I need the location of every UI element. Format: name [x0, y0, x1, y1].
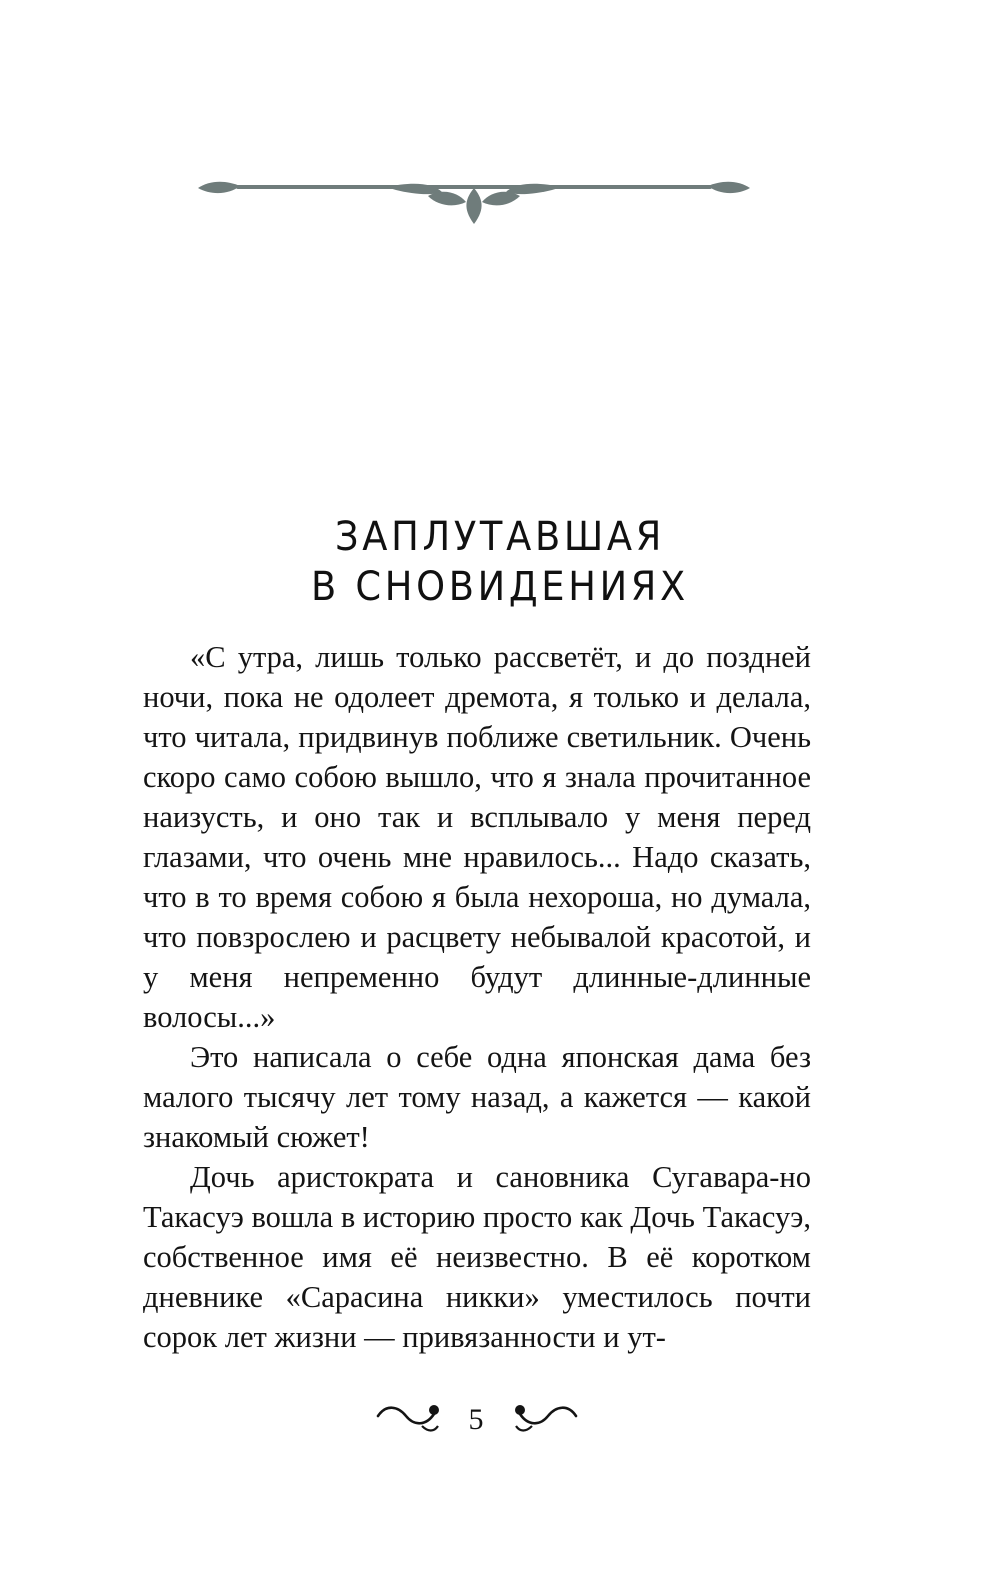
- chapter-title: [0, 512, 1000, 612]
- paragraph-1: «С утра, лишь только рассветёт, и до поздней ночи, пока не одолеет дремота, я только и делала, что читала, придвинув поближе светильник. Очень скоро само собою вышло, что я знала прочитанное наизусть, и оно так и всплывало у меня перед глазами, что очень мне нравилось... Надо сказать, что в то время собою я была нехороша, но думала, что повзрослею и расцвету небывалой красотой, и у меня непременно будут длинные-длинные волосы...»: [143, 640, 811, 1034]
- chapter-title-line-1: ЗАПЛУТАВШАЯ: [334, 514, 666, 560]
- paragraph-2: Это написала о себе одна японская дама без малого тысячу лет тому назад, а кажется — какой знакомый сюжет!: [143, 1040, 811, 1154]
- page-number: 5: [468, 1403, 484, 1436]
- swirl-right-icon: [506, 1402, 578, 1436]
- decorative-divider-icon: [196, 170, 752, 226]
- body-text: [143, 637, 811, 1357]
- paragraph-3: Дочь аристократа и сановника Сугавара-но Такасуэ вошла в историю просто как Дочь Такасуэ, собственное имя её неизвестно. В её коротком дневнике «Сарасина никки» уместилось почти сорок лет жизни — привязанности и ут-: [143, 1160, 811, 1354]
- page-footer: [376, 1398, 576, 1444]
- chapter-title-line-2: В СНОВИДЕНИЯХ: [311, 564, 689, 610]
